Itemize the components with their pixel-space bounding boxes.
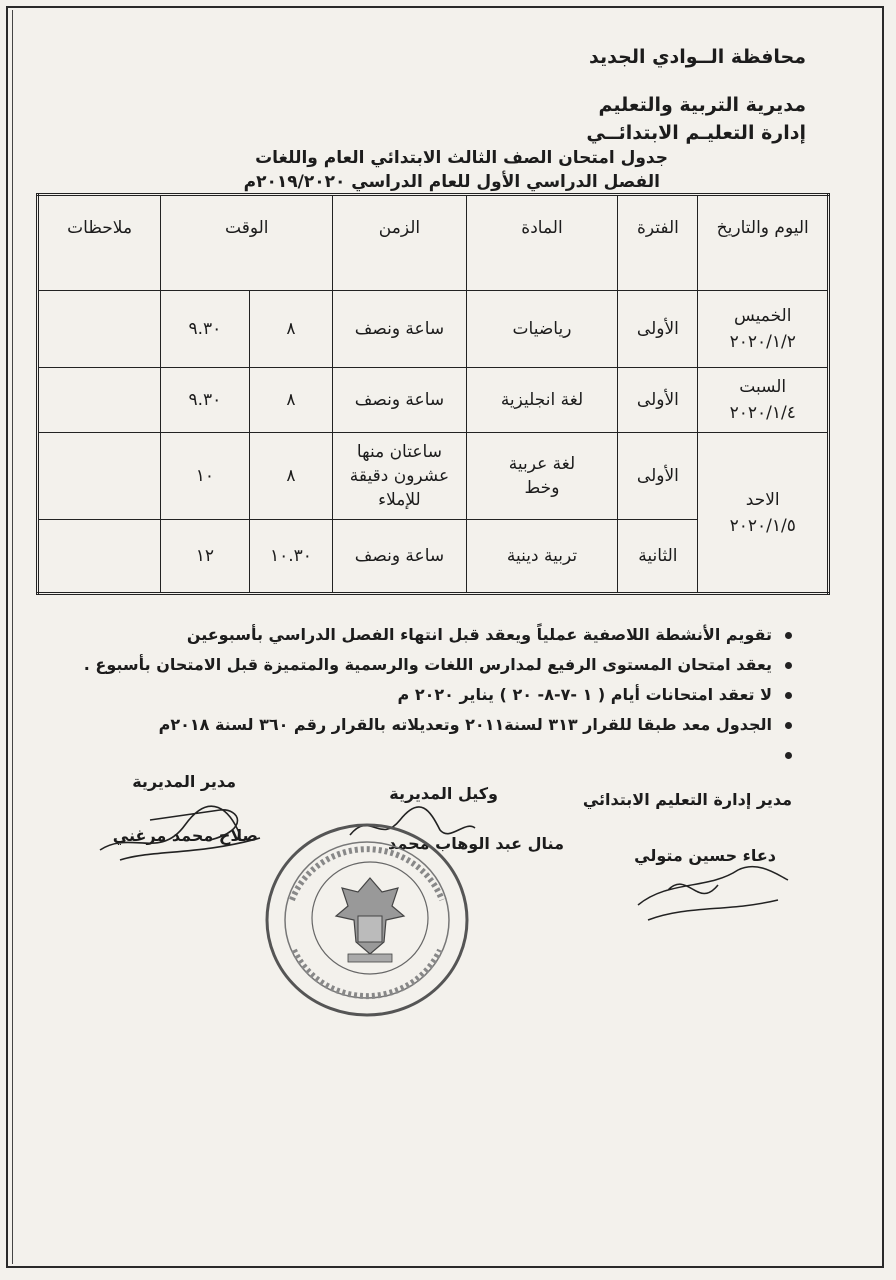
duration-cell: ساعة ونصف — [333, 520, 466, 594]
table-row — [38, 433, 829, 520]
notes-list — [83, 620, 792, 770]
bullet-icon — [785, 692, 792, 699]
day-name: السبت — [739, 377, 787, 397]
deputy-title: وكيل المديرية — [389, 784, 498, 803]
header-day-date: اليوم والتاريخ — [698, 195, 829, 291]
remarks-cell — [38, 433, 161, 520]
duration-cell: ساعة ونصف — [333, 291, 466, 368]
subject-cell: لغة عربية وخط — [466, 433, 618, 520]
director-title: مدير المديرية — [132, 772, 236, 791]
note-text: الجدول معد طبقا للقرار ٣١٣ لسنة٢٠١١ وتعديلاته بالقرار رقم ٣٦٠ لسنة ٢٠١٨م — [158, 715, 772, 734]
primary-manager-name: دعاء حسين متولي — [634, 846, 776, 865]
end-time-cell: ٩.٣٠ — [161, 291, 249, 368]
subject-cell: تربية دينية — [466, 520, 618, 594]
period-cell: الأولى — [618, 368, 698, 433]
table-header-row — [38, 195, 829, 291]
primary-manager-signature-icon — [628, 850, 798, 930]
day-name: الاحد — [745, 489, 780, 510]
list-item — [112, 740, 792, 770]
day-date-cell — [698, 433, 829, 594]
header-time: الوقت — [161, 195, 333, 291]
duration-cell: ساعة ونصف — [333, 368, 466, 433]
period-cell: الثانية — [618, 520, 698, 594]
directorate-heading: مديرية التربية والتعليم — [598, 94, 806, 116]
bullet-icon — [785, 662, 792, 669]
start-time-cell: ١٠.٣٠ — [249, 520, 333, 594]
header-period: الفترة — [618, 195, 698, 291]
list-item — [112, 620, 792, 650]
day-date-cell — [698, 291, 829, 368]
duration-cell: ساعتان منها عشرون دقيقة للإملاء — [333, 433, 466, 520]
primary-manager-title: مدير إدارة التعليم الابتدائي — [582, 790, 792, 809]
official-seal-icon — [262, 820, 472, 1020]
start-time-cell: ٨ — [249, 433, 333, 520]
header-subject: المادة — [466, 195, 618, 291]
period-cell: الأولى — [618, 291, 698, 368]
remarks-cell — [38, 291, 161, 368]
end-time-cell: ٩.٣٠ — [161, 368, 249, 433]
exam-date: ٢٠٢٠/١/٤ — [729, 403, 796, 423]
director-signature-icon — [90, 790, 270, 870]
director-name: صلاح محمد مرغني — [112, 826, 258, 845]
bullet-icon — [785, 632, 792, 639]
remarks-cell — [38, 520, 161, 594]
exam-date: ٢٠٢٠/١/٢ — [729, 332, 796, 352]
period-cell: الأولى — [618, 433, 698, 520]
header-remarks: ملاحظات — [38, 195, 161, 291]
deputy-name: منال عبد الوهاب محمد — [388, 834, 564, 853]
table-row — [38, 291, 829, 368]
subject-cell: لغة انجليزية — [466, 368, 618, 433]
end-time-cell: ١٠ — [161, 433, 249, 520]
subject-cell: رياضيات — [466, 291, 618, 368]
day-date-cell — [698, 368, 829, 433]
bullet-icon — [785, 722, 792, 729]
bullet-icon — [785, 752, 792, 759]
note-text: لا تعقد امتحانات أيام ( ١ -٧-٨- ٢٠ ) يناير ٢٠٢٠ م — [397, 685, 772, 704]
list-item — [112, 710, 792, 740]
list-item — [83, 650, 792, 680]
start-time-cell: ٨ — [249, 291, 333, 368]
day-name: الخميس — [733, 306, 792, 326]
note-text: يعقد امتحان المستوى الرفيع لمدارس اللغات والرسمية والمتميزة قبل الامتحان بأسبوع . — [83, 655, 772, 674]
exam-schedule-table — [36, 193, 830, 595]
header-duration: الزمن — [333, 195, 466, 291]
schedule-title: جدول امتحان الصف الثالث الابتدائي العام واللغات — [255, 148, 668, 168]
exam-date: ٢٠٢٠/١/٥ — [729, 515, 796, 536]
schedule-subtitle: الفصل الدراسي الأول للعام الدراسي ٢٠١٩/٢٠٢٠م — [243, 172, 660, 192]
note-text: تقويم الأنشطة اللاصفية عملياً ويعقد قبل انتهاء الفصل الدراسي بأسبوعين — [186, 625, 772, 644]
list-item — [112, 680, 792, 710]
end-time-cell: ١٢ — [161, 520, 249, 594]
remarks-cell — [38, 368, 161, 433]
governorate-heading: محافظة الــوادي الجديد — [589, 46, 806, 68]
administration-heading: إدارة التعليـم الابتدائــي — [586, 122, 806, 144]
start-time-cell: ٨ — [249, 368, 333, 433]
table-row — [38, 368, 829, 433]
